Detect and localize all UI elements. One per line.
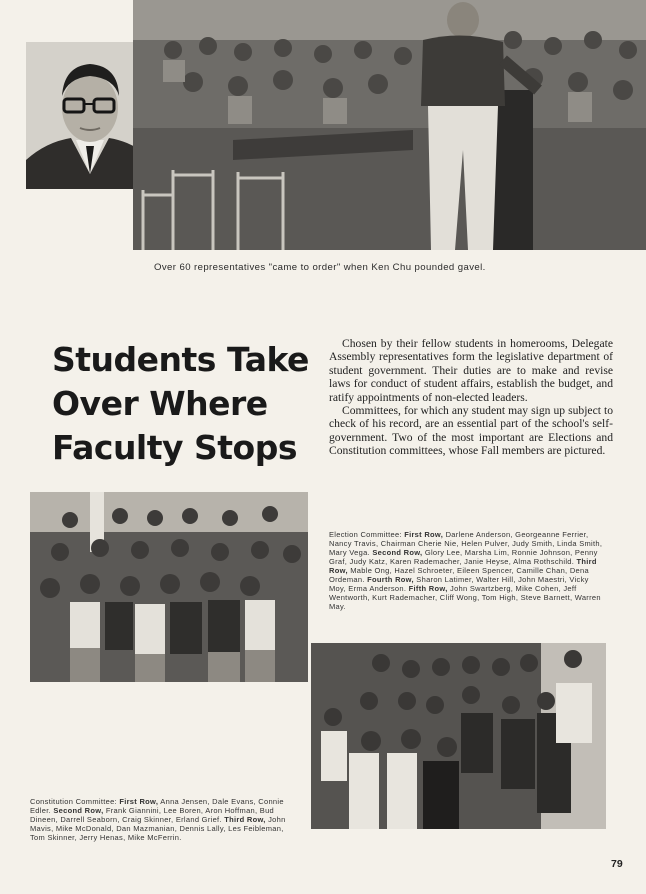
election-roster-title: Election Committee: <box>329 530 402 539</box>
assembly-photo <box>133 0 646 250</box>
election-row-5: John Swartzberg, Mike Cohen, Jeff Wentworth, Kurt Rademacher, Cliff Wong, Tom High, Steve Barnett, Warren May. <box>329 584 601 611</box>
election-row-3-label: Third Row, <box>329 557 597 575</box>
election-committee-roster <box>329 530 605 611</box>
election-row-1-label: First Row, <box>404 530 444 539</box>
election-row-3: Mable Ong, Hazel Schroeter, Eileen Spencer, Camille Chan, Dena Ordeman. <box>329 566 589 584</box>
headline-line-1: Students Take <box>52 340 309 379</box>
election-row-1: Darlene Anderson, Georgeanne Ferrier, Nancy Travis, Chairman Cherie Nie, Helen Pulver, Judy Smith, Linda Smith, Mary Vega. <box>329 530 603 557</box>
headline-line-2: Over Where <box>52 384 268 423</box>
election-row-4-label: Fourth Row, <box>367 575 414 584</box>
constitution-row-2-label: Second Row, <box>53 806 104 815</box>
constitution-row-3-label: Third Row, <box>224 815 266 824</box>
constitution-row-2: Frank Giannini, Lee Boren, Aron Hoffman, Bud Dineen, Darrell Seaborn, Craig Skinner, Erland Grief. <box>30 806 275 824</box>
page-headline <box>52 338 309 470</box>
election-row-5-label: Fifth Row, <box>408 584 448 593</box>
body-paragraph-1: Chosen by their fellow students in homerooms, Delegate Assembly representatives form the legislative department of student government. Their duties are to make and revise laws for conduct of student affairs, establish the budget, and ratify appointments of non-elected leaders. <box>329 337 613 404</box>
election-committee-photo <box>30 492 308 682</box>
body-text <box>329 337 613 458</box>
constitution-row-1-label: First Row, <box>119 797 159 806</box>
assembly-caption: Over 60 representatives "came to order" when Ken Chu pounded gavel. <box>154 262 486 273</box>
constitution-roster-title: Constitution Committee: <box>30 797 117 806</box>
constitution-committee-roster <box>30 797 298 842</box>
election-row-4: Sharon Latimer, Walter Hill, John Maestri, Vicky Moy, Erma Anderson. <box>329 575 589 593</box>
page-number: 79 <box>611 858 623 870</box>
constitution-committee-photo <box>311 643 606 829</box>
election-row-2-label: Second Row, <box>372 548 423 557</box>
headline-line-3: Faculty Stops <box>52 428 297 467</box>
election-row-2: Glory Lee, Marsha Lim, Ronnie Johnson, Penny Graf, Judy Katz, Karen Rademacher, Janie Heyse, Alma Rothschild. <box>329 548 598 566</box>
body-paragraph-2: Committees, for which any student may sign up subject to check of his record, are an essential part of the school's self-government. Two of the most important are Elections and Constitution committees, whose Fall members are pictured. <box>329 404 613 458</box>
constitution-row-1: Anna Jensen, Dale Evans, Connie Edler. <box>30 797 284 815</box>
constitution-row-3: John Mavis, Mike McDonald, Dan Mazmanian, Dennis Lally, Les Feibleman, Tom Skinner, Jerry Henas, Mike McFerrin. <box>30 815 286 842</box>
